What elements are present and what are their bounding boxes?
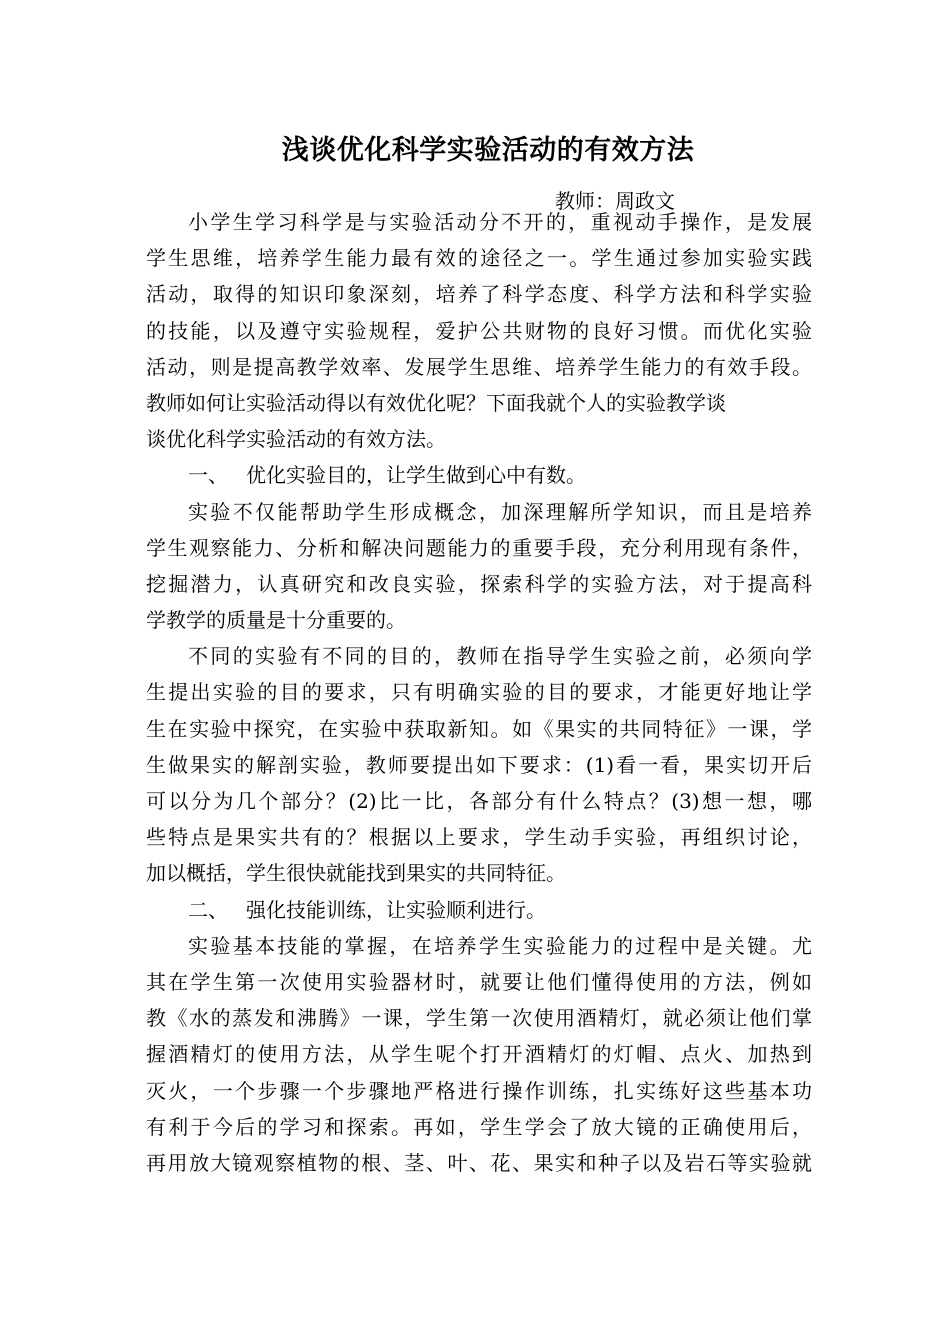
- paragraph-line: 小学生学习科学是与实验活动分不开的，重视动手操作，是发展: [188, 210, 812, 234]
- paragraph-line: 生做果实的解剖实验，教师要提出如下要求：(1)看一看，果实切开后: [146, 752, 812, 777]
- paragraph-line: 谈优化科学实验活动的有效方法。: [146, 427, 446, 452]
- paragraph-line: 的技能，以及遵守实验规程，爱护公共财物的良好习惯。而优化实验: [146, 318, 812, 343]
- paragraph-line: 些特点是果实共有的？根据以上要求，学生动手实验，再组织讨论，: [146, 825, 812, 850]
- document-title: 浅谈优化科学实验活动的有效方法: [281, 135, 695, 166]
- paragraph-line: 活动，取得的知识印象深刻，培养了科学态度、科学方法和科学实验: [146, 282, 812, 307]
- paragraph-line: 挖掘潜力，认真研究和改良实验，探索科学的实验方法，对于提高科: [146, 571, 812, 596]
- paragraph-line: 其在学生第一次使用实验器材时，就要让他们懂得使用的方法，例如: [146, 969, 812, 994]
- paragraph-line: 实验不仅能帮助学生形成概念，加深理解所学知识，而且是培养: [188, 499, 812, 524]
- paragraph-line: 生在实验中探究，在实验中获取新知。如《果实的共同特征》一课，学: [146, 716, 812, 741]
- paragraph-line: 生提出实验的目的要求，只有明确实验的目的要求，才能更好地让学: [146, 680, 812, 705]
- section-heading-number: 二、: [188, 897, 228, 922]
- paragraph-line: 再用放大镜观察植物的根、茎、叶、花、果实和种子以及岩石等实验就: [146, 1150, 812, 1175]
- paragraph-line: 灭火，一个步骤一个步骤地严格进行操作训练，扎实练好这些基本功: [146, 1078, 812, 1103]
- section-heading-text: 优化实验目的，让学生做到心中有数。: [246, 463, 586, 488]
- section-heading: [146, 892, 812, 928]
- paragraph-line: 教《水的蒸发和沸腾》一课，学生第一次使用酒精灯，就必须让他们掌: [146, 1006, 812, 1031]
- paragraph-line: 加以概括，学生很快就能找到果实的共同特征。: [146, 861, 566, 886]
- paragraph-line: 有利于今后的学习和探索。再如，学生学会了放大镜的正确使用后，: [146, 1114, 812, 1139]
- paragraph-line: 可以分为几个部分？(2)比一比，各部分有什么特点？(3)想一想，哪: [146, 789, 812, 813]
- paragraph-line: 活动，则是提高教学效率、发展学生思维、培养学生能力的有效手段。: [146, 354, 812, 379]
- paragraph-line: 学生观察能力、分析和解决问题能力的重要手段，充分利用现有条件，: [146, 535, 812, 560]
- paragraph-line: 握酒精灯的使用方法，从学生呢个打开酒精灯的灯帽、点火、加热到: [146, 1042, 812, 1067]
- section-heading-text: 强化技能训练，让实验顺利进行。: [246, 897, 546, 922]
- section-heading: [146, 457, 812, 493]
- paragraph-line: 学教学的质量是十分重要的。: [146, 608, 406, 633]
- paragraph-line: 不同的实验有不同的目的，教师在指导学生实验之前，必须向学: [188, 644, 812, 669]
- author-line: 教师：周政文: [555, 189, 675, 213]
- document-body: [146, 204, 812, 1181]
- paragraph-line: 实验基本技能的掌握，在培养学生实验能力的过程中是关键。尤: [188, 933, 812, 958]
- paragraph-line: 教师如何让实验活动得以有效优化呢？下面我就个人的实验教学谈: [146, 390, 726, 415]
- paragraph-line: 学生思维，培养学生能力最有效的途径之一。学生通过参加实验实践: [146, 246, 812, 271]
- section-heading-number: 一、: [188, 463, 228, 488]
